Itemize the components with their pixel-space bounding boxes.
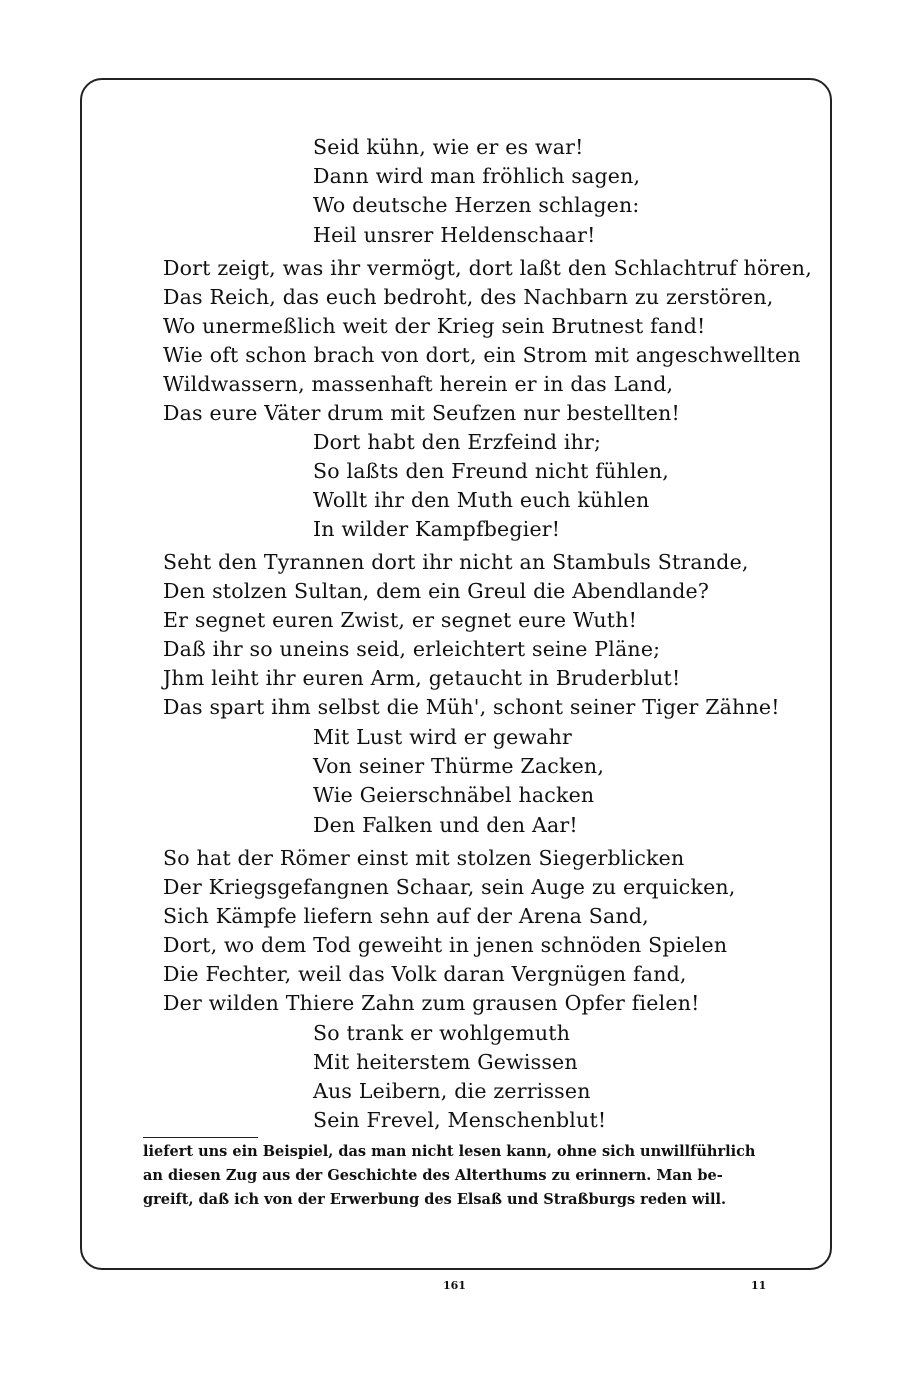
poem-line: Mit heiterstem Gewissen [313,1050,578,1074]
poem-line: Dort, wo dem Tod geweiht in jenen schnöden Spielen [163,933,728,957]
poem-line: Wo deutsche Herzen schlagen: [313,193,640,217]
poem-line: Das spart ihm selbst die Müh', schont seiner Tiger Zähne! [163,695,780,719]
poem-line: Wie oft schon brach von dort, ein Strom mit angeschwellten [163,343,801,367]
poem-line: Der wilden Thiere Zahn zum grausen Opfer fielen! [163,991,700,1015]
footnote-line: an diesen Zug aus der Geschichte des Alterthums zu erinnern. Man be- [143,1167,723,1184]
poem-line: Dann wird man fröhlich sagen, [313,164,641,188]
poem-line: Seid kühn, wie er es war! [313,135,584,159]
poem-line: Daß ihr so uneins seid, erleichtert seine Pläne; [163,637,661,661]
poem-line: Der Kriegsgefangnen Schaar, sein Auge zu erquicken, [163,875,736,899]
poem-line: Jhm leiht ihr euren Arm, getaucht in Bruderblut! [163,666,681,690]
poem-line: Mit Lust wird er gewahr [313,725,573,749]
poem-line: Er segnet euren Zwist, er segnet eure Wuth! [163,608,638,632]
poem-line: Dort habt den Erzfeind ihr; [313,430,602,454]
poem-line: Wildwassern, massenhaft herein er in das Land, [163,372,674,396]
poem-line: Den stolzen Sultan, dem ein Greul die Abendlande? [163,579,710,603]
poem-line: Wollt ihr den Muth euch kühlen [313,488,650,512]
footnote-line: liefert uns ein Beispiel, das man nicht lesen kann, ohne sich unwillführlich [143,1143,756,1160]
poem-line: Die Fechter, weil das Volk daran Vergnügen fand, [163,962,687,986]
poem-line: Aus Leibern, die zerrissen [313,1079,591,1103]
footnote-line: greift, daß ich von der Erwerbung des Elsaß und Straßburgs reden will. [143,1191,727,1208]
poem-line: Wie Geierschnäbel hacken [313,783,595,807]
poem-line: So trank er wohlgemuth [313,1021,571,1045]
poem-line: Dort zeigt, was ihr vermögt, dort laßt den Schlachtruf hören, [163,256,812,280]
poem-line: Von seiner Thürme Zacken, [313,754,605,778]
poem-line: Das eure Väter drum mit Seufzen nur bestellten! [163,401,680,425]
footnote-rule [143,1137,258,1138]
page-number: 161 [443,1279,466,1292]
poem-line: So laßts den Freund nicht fühlen, [313,459,670,483]
signature-mark: 11 [751,1279,767,1292]
poem-line: Den Falken und den Aar! [313,813,578,837]
poem-line: So hat der Römer einst mit stolzen Siegerblicken [163,846,685,870]
poem-line: Heil unsrer Heldenschaar! [313,223,596,247]
poem-line: Wo unermeßlich weit der Krieg sein Brutnest fand! [163,314,706,338]
poem-line: Sein Frevel, Menschenblut! [313,1108,607,1132]
poem-line: Sich Kämpfe liefern sehn auf der Arena Sand, [163,904,649,928]
poem-line: Seht den Tyrannen dort ihr nicht an Stambuls Strande, [163,550,749,574]
poem-line: Das Reich, das euch bedroht, des Nachbarn zu zerstören, [163,285,774,309]
poem-line: In wilder Kampfbegier! [313,517,561,541]
